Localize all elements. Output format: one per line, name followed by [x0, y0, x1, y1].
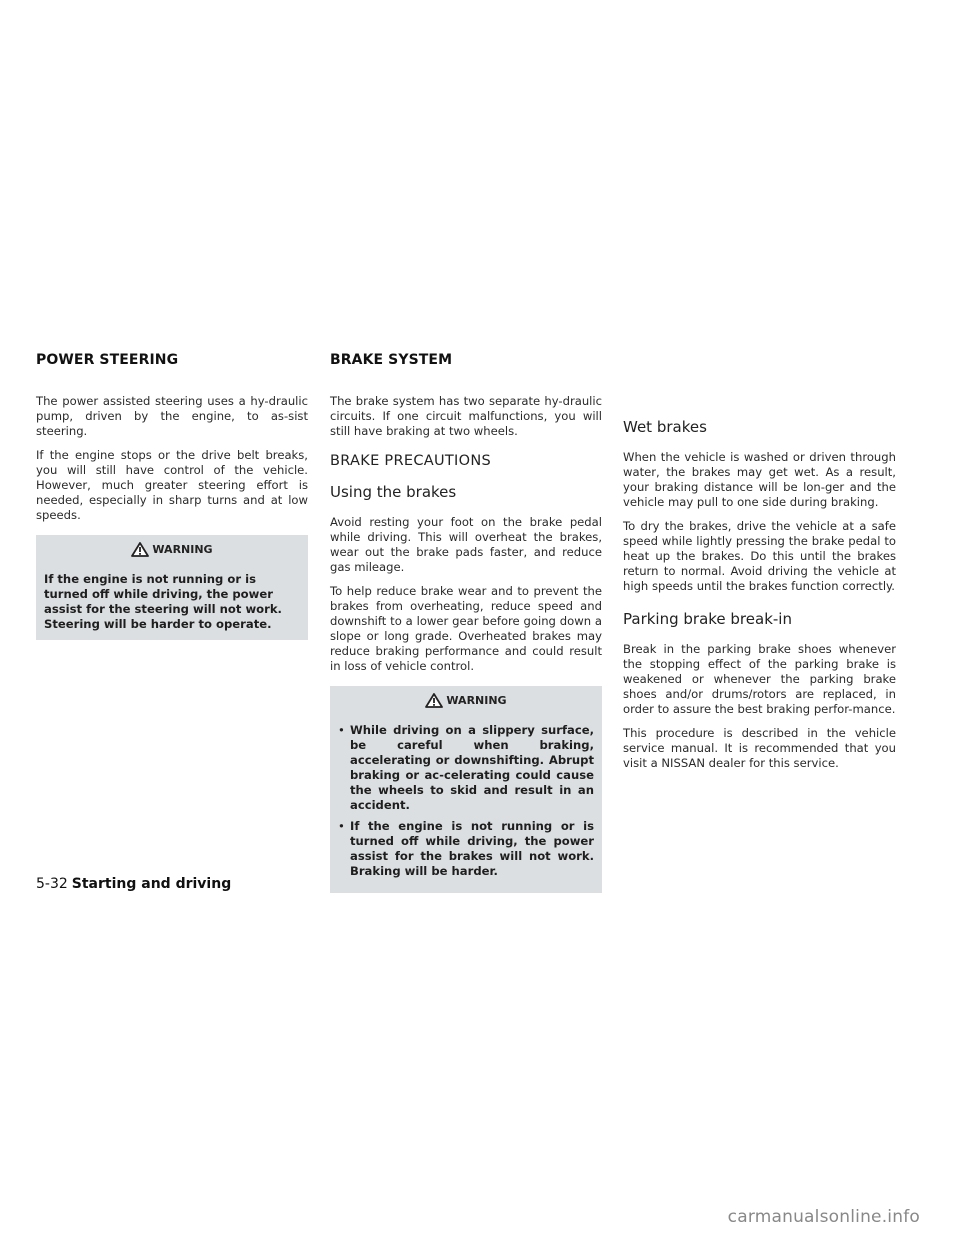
watermark: carmanualsonline.info — [727, 1207, 920, 1227]
warning-label: WARNING — [152, 543, 213, 556]
bullet: • — [338, 723, 345, 737]
warning-box — [330, 686, 602, 893]
section-heading-brake-system: BRAKE SYSTEM — [330, 352, 453, 368]
page-footer — [36, 876, 231, 892]
column-power-steering — [36, 352, 308, 640]
paragraph: Break in the parking brake shoes whenever the stopping effect of the parking brake is weakened or whenever the parking brake shoes and/or drums/rotors are replaced, in order to assure the best braking perfor-mance. — [623, 642, 896, 716]
warning-triangle-icon — [131, 542, 149, 557]
paragraph: To dry the brakes, drive the vehicle at a safe speed while lightly pressing the brake pedal to heat up the brakes. Do this until the brakes return to normal. Avoid driving the vehicle at high speeds until the brakes function correctly. — [623, 519, 896, 593]
warning-triangle-icon — [425, 693, 443, 708]
bullet: • — [338, 819, 345, 833]
paragraph: If the engine stops or the drive belt breaks, you will still have control of the vehicle. However, much greater steering effort is needed, especially in sharp turns and at low speeds. — [36, 448, 308, 522]
subheading-using-the-brakes: Using the brakes — [330, 483, 457, 501]
warning-header — [44, 542, 300, 557]
subheading-parking-brake-break-in: Parking brake break-in — [623, 610, 792, 628]
column-brake-system — [330, 352, 602, 893]
paragraph: The power assisted steering uses a hy-draulic pump, driven by the engine, to as-sist steering. — [36, 394, 308, 438]
paragraph: When the vehicle is washed or driven through water, the brakes may get wet. As a result, your braking distance will be lon-ger and the vehicle may pull to one side during braking. — [623, 450, 896, 509]
warning-item-text: If the engine is not running or is turned off while driving, the power assist for the brakes will not work. Braking will be harder. — [350, 819, 594, 878]
warning-header — [338, 693, 594, 708]
warning-box — [36, 535, 308, 640]
paragraph: The brake system has two separate hy-draulic circuits. If one circuit malfunctions, you will still have braking at two wheels. — [330, 394, 602, 438]
warning-label: WARNING — [446, 694, 507, 707]
warning-item-text: While driving on a slippery surface, be careful when braking, accelerating or downshifting. Abrupt braking or ac-celerating could cause the wheels to skid and result in an accident. — [350, 723, 594, 812]
chapter-title: Starting and driving — [71, 876, 232, 892]
warning-text: If the engine is not running or is turned off while driving, the power assist for the steering will not work. Steering will be harder to operate. — [44, 572, 282, 631]
column-brakes-continued — [623, 352, 896, 780]
paragraph: Avoid resting your foot on the brake pedal while driving. This will overheat the brakes, wear out the brake pads faster, and reduce gas mileage. — [330, 515, 602, 574]
subheading-wet-brakes: Wet brakes — [623, 418, 707, 436]
paragraph: This procedure is described in the vehicle service manual. It is recommended that you visit a NISSAN dealer for this service. — [623, 726, 896, 770]
section-heading-power-steering: POWER STEERING — [36, 352, 179, 368]
warning-list — [338, 723, 594, 879]
list-item — [338, 723, 594, 813]
paragraph: To help reduce brake wear and to prevent the brakes from overheating, reduce speed and downshift to a lower gear before going down a slope or long grade. Overheated brakes may reduce braking performance and could result in loss of vehicle control. — [330, 584, 602, 673]
list-item — [338, 819, 594, 879]
heading-brake-precautions: BRAKE PRECAUTIONS — [330, 453, 491, 469]
page-number: 5-32 — [36, 876, 68, 892]
